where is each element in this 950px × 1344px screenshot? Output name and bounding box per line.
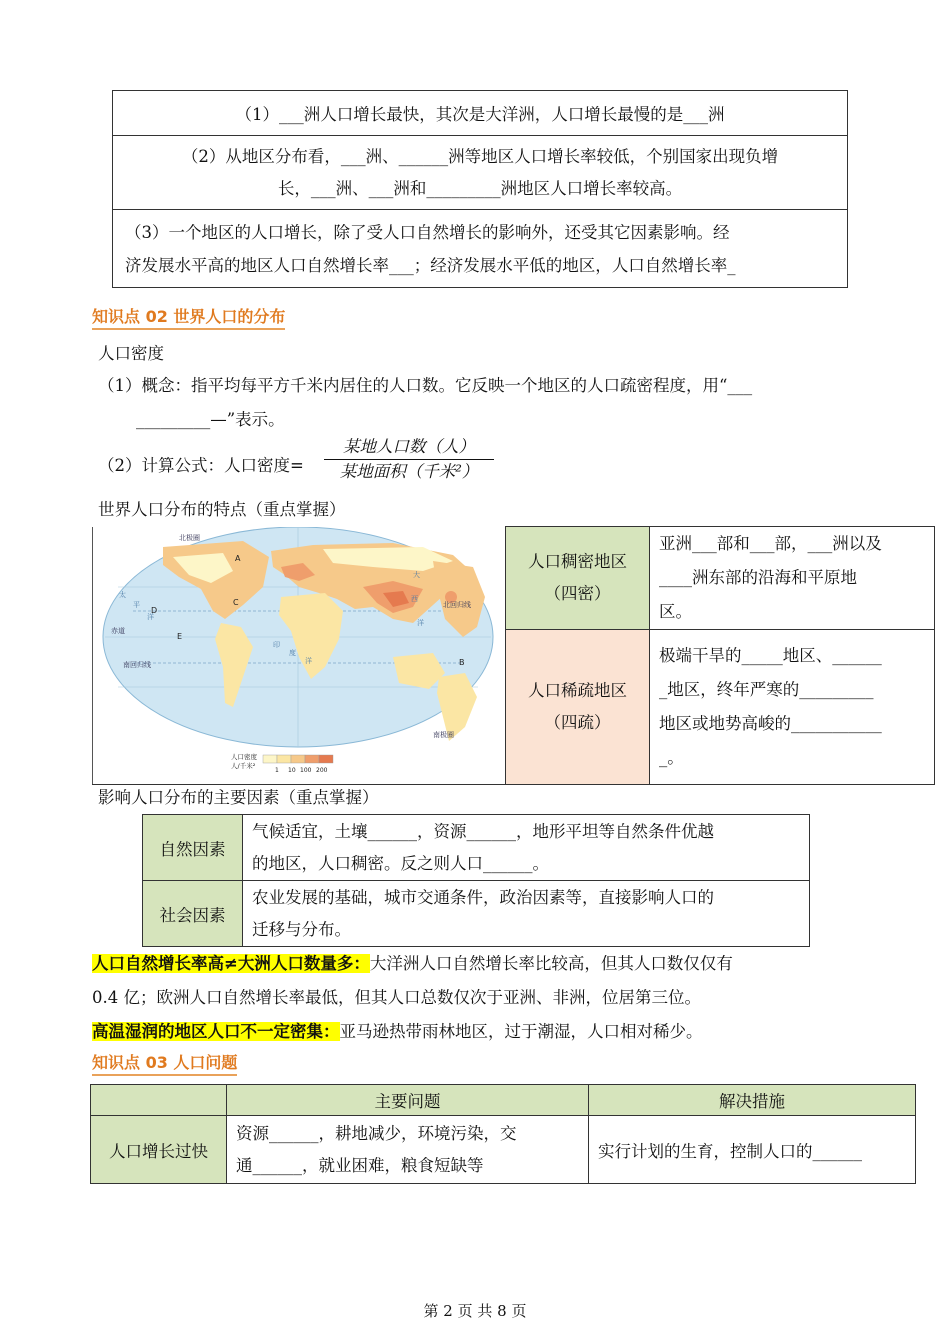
sparse-line-1: 极端干旱的_____地区、______ bbox=[659, 646, 882, 665]
map-ocean-label: 平 bbox=[133, 600, 140, 609]
map-label-tropic-south: 南回归线 bbox=[123, 660, 151, 669]
problems-table bbox=[90, 1084, 916, 1184]
legend-tick: 100 bbox=[300, 766, 312, 774]
formula-denominator: 某地面积（千米²） bbox=[339, 462, 479, 481]
sparse-region-text bbox=[650, 630, 935, 785]
dense-label-line-1: 人口稠密地区 bbox=[528, 552, 627, 571]
sparse-label-line-1: 人口稀疏地区 bbox=[528, 681, 627, 700]
map-marker-c: C bbox=[233, 597, 239, 607]
sparse-line-4: _。 bbox=[659, 748, 684, 767]
world-population-map bbox=[93, 527, 504, 780]
social-factor-label: 社会因素 bbox=[143, 881, 243, 947]
map-ocean-label: 印 bbox=[273, 640, 280, 649]
section-03-heading: 知识点 03 人口问题 bbox=[92, 1050, 237, 1076]
concept-line-1: （1）概念：指平均每平方千米内居住的人口数。它反映一个地区的人口疏密程度，用“___ bbox=[98, 376, 753, 395]
measure-text: 实行计划的生育，控制人口的______ bbox=[589, 1116, 916, 1184]
features-title: 世界人口分布的特点（重点掌握） bbox=[98, 500, 346, 519]
map-ocean-label: 度 bbox=[289, 648, 296, 657]
social-line-2: 迁移与分布。 bbox=[252, 919, 351, 939]
sparse-line-2: _地区，终年严寒的_________ bbox=[659, 680, 874, 699]
col-header-measure: 解决措施 bbox=[589, 1085, 916, 1116]
section-02-heading: 知识点 02 世界人口的分布 bbox=[92, 304, 285, 330]
problems-header-empty bbox=[91, 1085, 227, 1116]
map-label-arctic-circle: 北极圈 bbox=[179, 533, 200, 542]
map-ocean-label: 洋 bbox=[147, 612, 154, 621]
note-1-text: 大洋洲人口自然增长率比较高，但其人口数仅仅有 bbox=[369, 954, 733, 973]
factors-title: 影响人口分布的主要因素（重点掌握） bbox=[98, 788, 379, 807]
density-formula bbox=[324, 436, 494, 483]
problem-line-1: 资源______，耕地减少，环境污染，交 bbox=[236, 1123, 517, 1143]
map-cell bbox=[93, 527, 506, 785]
legend-swatch bbox=[263, 755, 277, 763]
map-marker-e: E bbox=[177, 631, 183, 641]
dense-label-line-2: （四密） bbox=[544, 584, 611, 603]
growth-row-3 bbox=[113, 210, 848, 288]
distribution-table bbox=[92, 526, 935, 785]
note-1-line-1 bbox=[92, 950, 733, 974]
note-2-highlight: 高温湿润的地区人口不一定密集： bbox=[92, 1022, 340, 1041]
natural-factor-label: 自然因素 bbox=[143, 815, 243, 881]
legend-swatch bbox=[277, 755, 291, 763]
growth-row-1-text: （1）___洲人口增长最快，其次是大洋洲，人口增长最慢的是___洲 bbox=[235, 105, 725, 124]
legend-tick: 1 bbox=[275, 766, 279, 774]
dense-line-1: 亚洲___部和___部，___洲以及 bbox=[659, 534, 882, 553]
social-factor-text bbox=[243, 881, 810, 947]
growth-row-2 bbox=[113, 136, 848, 210]
growth-table bbox=[112, 90, 848, 288]
dense-region-label bbox=[506, 527, 650, 630]
concept-line-2: _________—”表示。 bbox=[136, 410, 285, 429]
sparse-region-label bbox=[506, 630, 650, 785]
problem-text bbox=[227, 1116, 589, 1184]
map-label-equator: 赤道 bbox=[111, 626, 125, 635]
note-2-text: 亚马逊热带雨林地区，过于潮湿，人口相对稀少。 bbox=[339, 1022, 703, 1041]
map-marker-d: D bbox=[151, 605, 158, 615]
map-ocean-label: 大 bbox=[413, 570, 420, 579]
map-legend bbox=[231, 752, 333, 774]
legend-swatch bbox=[319, 755, 333, 763]
row-label-fast-growth: 人口增长过快 bbox=[91, 1116, 227, 1184]
legend-swatch bbox=[305, 755, 319, 763]
map-ocean-label: 洋 bbox=[305, 656, 312, 665]
natural-line-1: 气候适宜，土壤______，资源______，地形平坦等自然条件优越 bbox=[252, 821, 714, 841]
growth-row-3-line-1: （3）一个地区的人口增长，除了受人口自然增长的影响外，还受其它因素影响。经 bbox=[125, 222, 730, 242]
note-2-line bbox=[92, 1018, 703, 1042]
density-title: 人口密度 bbox=[98, 344, 164, 363]
col-header-problem: 主要问题 bbox=[227, 1085, 589, 1116]
formula-fraction-bar bbox=[324, 459, 494, 460]
legend-swatch bbox=[291, 755, 305, 763]
note-1-line-2: 0.4 亿；欧洲人口自然增长率最低，但其人口总数仅次于亚洲、非洲，位居第三位。 bbox=[92, 988, 701, 1007]
map-ocean-label: 洋 bbox=[417, 618, 424, 627]
map-marker-a: A bbox=[235, 553, 241, 563]
growth-row-1 bbox=[113, 91, 848, 136]
map-label-tropic-north: 北回归线 bbox=[443, 600, 471, 609]
growth-row-2-line-1: （2）从地区分布看，___洲、______洲等地区人口增长率较低，个别国家出现负增 bbox=[181, 146, 779, 166]
formula-label: （2）计算公式：人口密度= bbox=[98, 456, 304, 475]
map-ocean-label: 西 bbox=[411, 594, 418, 603]
problem-line-2: 通______，就业困难，粮食短缺等 bbox=[236, 1155, 484, 1175]
map-label-antarctic-circle: 南极圈 bbox=[433, 730, 454, 739]
growth-row-2-line-2: 长，___洲、___洲和_________洲地区人口增长率较高。 bbox=[277, 178, 683, 198]
map-marker-b: B bbox=[459, 657, 465, 667]
natural-line-2: 的地区，人口稠密。反之则人口______。 bbox=[252, 853, 549, 873]
dense-line-2: ____洲东部的沿海和平原地 bbox=[659, 568, 857, 587]
dense-region-text bbox=[650, 527, 935, 630]
map-ocean-label: 太 bbox=[119, 590, 126, 599]
growth-row-3-line-2: 济发展水平高的地区人口自然增长率___；经济发展水平低的地区，人口自然增长率_ bbox=[125, 255, 736, 275]
legend-tick: 10 bbox=[288, 766, 296, 774]
social-line-1: 农业发展的基础，城市交通条件，政治因素等，直接影响人口的 bbox=[252, 887, 714, 907]
natural-factor-text bbox=[243, 815, 810, 881]
dense-line-3: 区。 bbox=[659, 602, 692, 621]
legend-tick: 200 bbox=[316, 766, 328, 774]
formula-numerator: 某地人口数（人） bbox=[343, 437, 475, 456]
page-footer: 第 2 页 共 8 页 bbox=[423, 1302, 527, 1320]
note-1-highlight: 人口自然增长率高≠大洲人口数量多： bbox=[92, 954, 370, 973]
legend-unit: 人/千米² bbox=[231, 761, 256, 770]
legend-title: 人口密度 bbox=[231, 752, 257, 761]
factors-table bbox=[142, 814, 810, 947]
sparse-line-3: 地区或地势高峻的___________ bbox=[659, 714, 882, 733]
sparse-label-line-2: （四疏） bbox=[544, 713, 611, 732]
